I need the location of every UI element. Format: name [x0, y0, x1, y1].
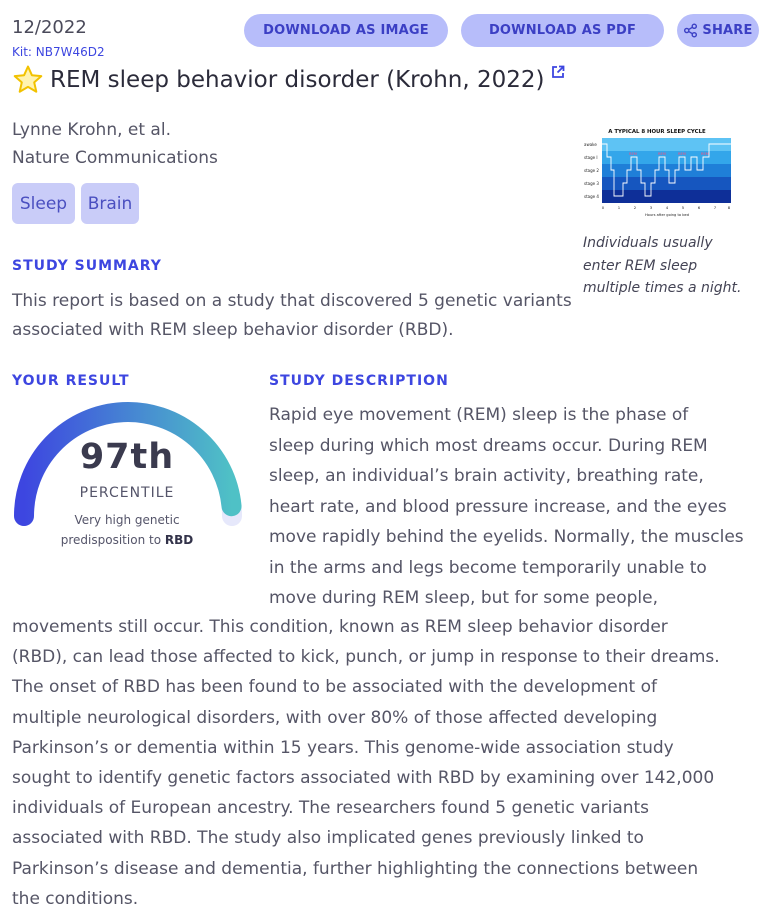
stage-label: stage I — [584, 155, 598, 160]
hour-tick: 1 — [617, 205, 621, 210]
share-label: SHARE — [702, 23, 753, 38]
study-citation — [12, 116, 218, 172]
tag-brain[interactable]: Brain — [81, 183, 139, 224]
stage-label: awake — [584, 142, 597, 147]
hour-tick: 6 — [697, 205, 701, 210]
report-date: 12/2022 — [12, 17, 87, 38]
stage-label: stage 4 — [584, 194, 599, 199]
stage-label: stage 2 — [584, 168, 599, 173]
description-line: move rapidly behind the eyelids. Normally, the muscles — [269, 527, 744, 547]
result-description — [40, 510, 214, 550]
study-authors: Lynne Krohn, et al. — [12, 120, 171, 140]
tag-sleep[interactable]: Sleep — [12, 183, 75, 224]
study-journal: Nature Communications — [12, 148, 218, 168]
study-summary-text: This report is based on a study that discovered 5 genetic variants associated with REM sleep behavior disorder (RBD). — [12, 291, 572, 340]
favorite-star-icon[interactable] — [12, 64, 44, 96]
kit-id: Kit: NB7W46D2 — [12, 45, 105, 59]
hour-tick: 3 — [649, 205, 653, 210]
rem-label: REM — [678, 152, 686, 156]
description-line: individuals of European ancestry. The researchers found 5 genetic variants — [12, 798, 650, 819]
description-line: Rapid eye movement (REM) sleep is the phase of — [269, 405, 689, 425]
result-description-text: Very high genetic predisposition to — [60, 513, 180, 547]
page-title: REM sleep behavior disorder (Krohn, 2022) — [50, 67, 545, 93]
hour-tick: 2 — [633, 205, 637, 210]
hour-tick: 5 — [681, 205, 685, 210]
figure-caption: Individuals usually enter REM sleep multiple times a night. — [583, 235, 742, 296]
download-image-button[interactable]: DOWNLOAD AS IMAGE — [244, 14, 448, 47]
study-description-text — [269, 400, 759, 614]
description-line: Parkinson’s or dementia within 15 years. This genome-wide association study — [12, 737, 674, 758]
sleep-cycle-figure — [583, 125, 731, 223]
study-description-continued — [12, 612, 764, 914]
rem-label: REM — [629, 152, 637, 156]
description-line: in the arms and legs become temporarily unable to — [269, 557, 707, 578]
percentile-label: PERCENTILE — [79, 485, 175, 501]
rem-label: REM — [658, 152, 666, 156]
hour-tick: 8 — [727, 205, 731, 210]
figure-xlabel: Hours after going to bed — [644, 213, 690, 217]
figure-title: A TYPICAL 8 HOUR SLEEP CYCLE — [608, 129, 706, 135]
description-line: sleep during which most dreams occur. During REM — [269, 435, 708, 456]
stage-label: stage 3 — [584, 181, 599, 186]
external-link-icon[interactable] — [551, 65, 565, 79]
title-row — [12, 64, 565, 96]
percentile-value: 97th — [79, 437, 175, 477]
description-line: move during REM sleep, but for some people, — [269, 588, 658, 608]
description-line: associated with RBD. The study also implicated genes previously linked to — [12, 828, 644, 849]
share-button[interactable] — [677, 14, 759, 47]
description-line: heart rate, and blood pressure increase, and the eyes — [269, 496, 727, 517]
study-description-heading: STUDY DESCRIPTION — [269, 373, 449, 389]
share-icon — [683, 23, 698, 38]
description-line: the conditions. — [12, 888, 139, 909]
hour-tick: 7 — [713, 205, 717, 210]
rem-label: REM — [701, 152, 709, 156]
description-line: The onset of RBD has been found to be associated with the development of — [12, 677, 657, 698]
description-line: movements still occur. This condition, known as REM sleep behavior disorder — [12, 617, 668, 637]
description-line: sleep, an individual’s brain activity, breathing rate, — [269, 466, 704, 486]
description-line: multiple neurological disorders, with over 80% of those affected developing — [12, 707, 658, 728]
description-line: sought to identify genetic factors associated with RBD by examining over 142,000 — [12, 768, 715, 789]
result-condition: RBD — [164, 533, 194, 547]
hour-tick: 0 — [601, 205, 605, 210]
hour-tick: 4 — [665, 205, 669, 210]
description-line: (RBD), can lead those affected to kick, punch, or jump in response to their dreams. — [12, 647, 720, 668]
study-summary-heading: STUDY SUMMARY — [12, 258, 162, 274]
your-result-heading: YOUR RESULT — [12, 373, 130, 389]
download-pdf-button[interactable]: DOWNLOAD AS PDF — [461, 14, 664, 47]
description-line: Parkinson’s disease and dementia, further highlighting the connections between — [12, 858, 699, 879]
